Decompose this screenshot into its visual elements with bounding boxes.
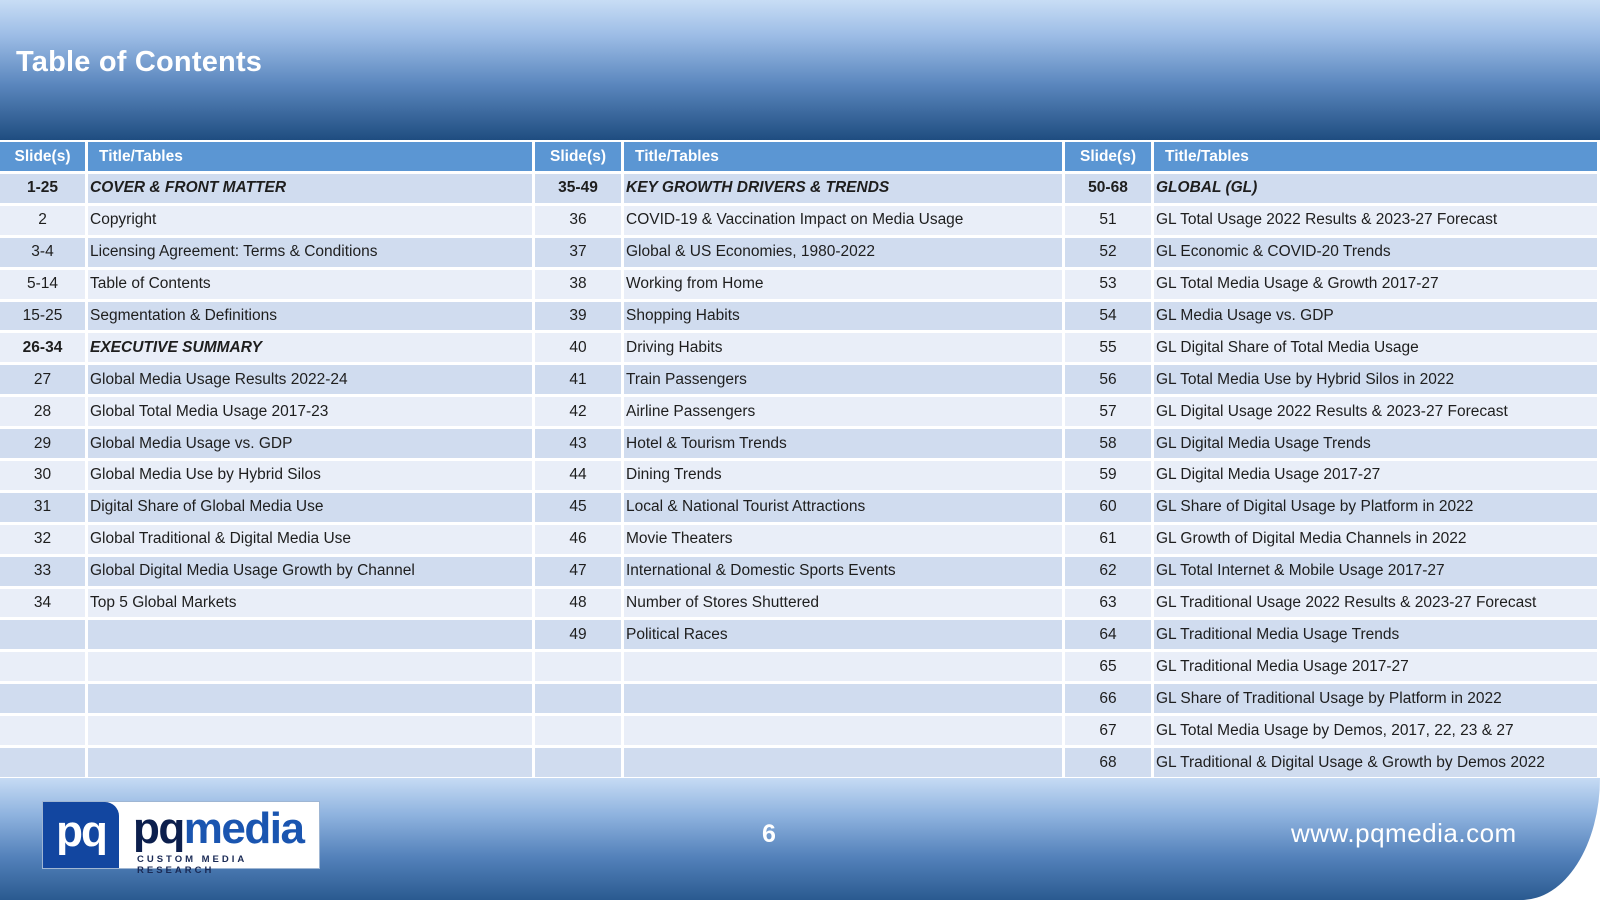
table-row bbox=[1065, 206, 1600, 238]
slide-title-cell: Global & US Economies, 1980-2022 bbox=[624, 238, 1065, 270]
logo-tagline: CUSTOM MEDIA RESEARCH bbox=[137, 854, 247, 876]
table-row bbox=[0, 716, 535, 748]
slide-number-cell: 49 bbox=[535, 620, 624, 652]
table-row bbox=[1065, 525, 1600, 557]
slide-title-cell: Local & National Tourist Attractions bbox=[624, 493, 1065, 525]
slide-title-cell: COVID-19 & Vaccination Impact on Media Usage bbox=[624, 206, 1065, 238]
slide-title-cell bbox=[624, 748, 1065, 780]
slide-number-cell: 34 bbox=[0, 589, 88, 621]
slide-number-cell: 31 bbox=[0, 493, 88, 525]
table-row bbox=[1065, 461, 1600, 493]
table-row bbox=[1065, 716, 1600, 748]
table-row bbox=[535, 525, 1065, 557]
column-header-title: Title/Tables bbox=[88, 142, 535, 174]
page-number: 6 bbox=[762, 820, 776, 848]
slide-title-cell: Global Media Use by Hybrid Silos bbox=[88, 461, 535, 493]
column-header-slides: Slide(s) bbox=[0, 142, 88, 174]
table-row bbox=[1065, 620, 1600, 652]
slide-title-cell bbox=[88, 652, 535, 684]
slide-number-cell: 47 bbox=[535, 557, 624, 589]
slide-title-cell: Global Media Usage Results 2022-24 bbox=[88, 365, 535, 397]
slide-title-cell: Table of Contents bbox=[88, 270, 535, 302]
slide-number-cell: 27 bbox=[0, 365, 88, 397]
column-header-title: Title/Tables bbox=[624, 142, 1065, 174]
slide-number-cell: 45 bbox=[535, 493, 624, 525]
table-row bbox=[535, 302, 1065, 334]
slide-number-cell: 1-25 bbox=[0, 174, 88, 206]
logo-word-pq: pq bbox=[133, 804, 184, 853]
table-row bbox=[0, 684, 535, 716]
slide-number-cell bbox=[535, 716, 624, 748]
slide-number-cell: 65 bbox=[1065, 652, 1154, 684]
slide-number-cell bbox=[535, 748, 624, 780]
table-row bbox=[535, 716, 1065, 748]
slide-title-cell: Driving Habits bbox=[624, 333, 1065, 365]
table-row bbox=[535, 748, 1065, 780]
slide-number-cell bbox=[0, 652, 88, 684]
table-row bbox=[1065, 557, 1600, 589]
slide-number-cell bbox=[535, 652, 624, 684]
slide-number-cell: 52 bbox=[1065, 238, 1154, 270]
slide-title-cell: Working from Home bbox=[624, 270, 1065, 302]
toc-table-2 bbox=[535, 142, 1065, 780]
slide-title-cell: Movie Theaters bbox=[624, 525, 1065, 557]
slide-number-cell: 5-14 bbox=[0, 270, 88, 302]
slide-number-cell: 2 bbox=[0, 206, 88, 238]
slide-title-cell: Global Total Media Usage 2017-23 bbox=[88, 397, 535, 429]
table-row bbox=[535, 238, 1065, 270]
slide-number-cell: 33 bbox=[0, 557, 88, 589]
slide-number-cell: 56 bbox=[1065, 365, 1154, 397]
slide-title-cell bbox=[88, 620, 535, 652]
slide-number-cell: 46 bbox=[535, 525, 624, 557]
slide-title-cell: Copyright bbox=[88, 206, 535, 238]
slide-number-cell: 68 bbox=[1065, 748, 1154, 780]
slide-number-cell: 42 bbox=[535, 397, 624, 429]
logo-mark: pq bbox=[43, 802, 119, 868]
slide-title-cell: GL Digital Media Usage 2017-27 bbox=[1154, 461, 1600, 493]
table-row bbox=[0, 589, 535, 621]
table-row bbox=[535, 270, 1065, 302]
slide-title-cell: COVER & FRONT MATTER bbox=[88, 174, 535, 206]
table-row bbox=[0, 270, 535, 302]
slide-title-cell: Global Media Usage vs. GDP bbox=[88, 429, 535, 461]
table-row bbox=[535, 333, 1065, 365]
table-row bbox=[535, 206, 1065, 238]
slide-number-cell: 54 bbox=[1065, 302, 1154, 334]
slide-number-cell: 41 bbox=[535, 365, 624, 397]
slide-title-cell bbox=[624, 652, 1065, 684]
table-row bbox=[535, 461, 1065, 493]
slide-title-cell: Digital Share of Global Media Use bbox=[88, 493, 535, 525]
slide-number-cell: 32 bbox=[0, 525, 88, 557]
slide-title-cell: GL Share of Traditional Usage by Platform in 2022 bbox=[1154, 684, 1600, 716]
slide-number-cell bbox=[0, 620, 88, 652]
table-row bbox=[1065, 365, 1600, 397]
slide-title-cell: GL Economic & COVID-20 Trends bbox=[1154, 238, 1600, 270]
table-row bbox=[0, 620, 535, 652]
slide-number-cell: 28 bbox=[0, 397, 88, 429]
slide-number-cell: 40 bbox=[535, 333, 624, 365]
table-row bbox=[0, 397, 535, 429]
slide-title-cell: GL Traditional Media Usage Trends bbox=[1154, 620, 1600, 652]
table-row bbox=[535, 557, 1065, 589]
table-row bbox=[0, 461, 535, 493]
logo-wordmark bbox=[133, 804, 303, 854]
slide-title-cell: GL Total Media Usage & Growth 2017-27 bbox=[1154, 270, 1600, 302]
section-row bbox=[535, 174, 1065, 206]
slide-number-cell: 48 bbox=[535, 589, 624, 621]
slide-title-cell: GL Traditional & Digital Usage & Growth by Demos 2022 bbox=[1154, 748, 1600, 780]
slide-title-cell: Airline Passengers bbox=[624, 397, 1065, 429]
slide-title-cell: Segmentation & Definitions bbox=[88, 302, 535, 334]
slide-number-cell: 61 bbox=[1065, 525, 1154, 557]
website-link[interactable]: www.pqmedia.com bbox=[1291, 818, 1517, 848]
slide-title-cell: GL Traditional Usage 2022 Results & 2023-27 Forecast bbox=[1154, 589, 1600, 621]
section-row bbox=[0, 174, 535, 206]
slide-title-cell: Shopping Habits bbox=[624, 302, 1065, 334]
slide-title-cell: Top 5 Global Markets bbox=[88, 589, 535, 621]
table-row bbox=[535, 429, 1065, 461]
table-row bbox=[0, 365, 535, 397]
table-row bbox=[1065, 589, 1600, 621]
table-row bbox=[535, 684, 1065, 716]
table-row bbox=[0, 206, 535, 238]
slide-number-cell: 63 bbox=[1065, 589, 1154, 621]
slide-number-cell: 55 bbox=[1065, 333, 1154, 365]
slide-number-cell: 38 bbox=[535, 270, 624, 302]
table-row bbox=[1065, 684, 1600, 716]
slide-title-cell: Licensing Agreement: Terms & Conditions bbox=[88, 238, 535, 270]
table-row bbox=[535, 493, 1065, 525]
slide-number-cell: 43 bbox=[535, 429, 624, 461]
table-row bbox=[1065, 238, 1600, 270]
slide-title-cell: GL Digital Usage 2022 Results & 2023-27 Forecast bbox=[1154, 397, 1600, 429]
slide-title-cell bbox=[88, 748, 535, 780]
table-row bbox=[1065, 652, 1600, 684]
slide-number-cell: 57 bbox=[1065, 397, 1154, 429]
table-row bbox=[1065, 270, 1600, 302]
table-row bbox=[1065, 493, 1600, 525]
slide-title-cell bbox=[624, 716, 1065, 748]
slide-title-cell: EXECUTIVE SUMMARY bbox=[88, 333, 535, 365]
toc-table-3 bbox=[1065, 142, 1600, 780]
slide-number-cell bbox=[0, 748, 88, 780]
table-row bbox=[535, 589, 1065, 621]
slide-title-cell: International & Domestic Sports Events bbox=[624, 557, 1065, 589]
column-header-title: Title/Tables bbox=[1154, 142, 1600, 174]
table-row bbox=[0, 652, 535, 684]
slide-number-cell bbox=[535, 684, 624, 716]
table-row bbox=[0, 557, 535, 589]
slide-number-cell: 44 bbox=[535, 461, 624, 493]
slide-number-cell: 59 bbox=[1065, 461, 1154, 493]
page-title: Table of Contents bbox=[16, 46, 263, 78]
slide-number-cell bbox=[0, 716, 88, 748]
slide-number-cell: 26-34 bbox=[0, 333, 88, 365]
slide-number-cell: 67 bbox=[1065, 716, 1154, 748]
slide-number-cell: 62 bbox=[1065, 557, 1154, 589]
toc-rows bbox=[0, 174, 535, 780]
slide-title-cell bbox=[88, 716, 535, 748]
table-row bbox=[535, 397, 1065, 429]
table-row bbox=[535, 620, 1065, 652]
table-row bbox=[1065, 748, 1600, 780]
column-header-slides: Slide(s) bbox=[1065, 142, 1154, 174]
slide-number-cell: 53 bbox=[1065, 270, 1154, 302]
slide-title-cell: Number of Stores Shuttered bbox=[624, 589, 1065, 621]
slide-title-cell: GL Total Internet & Mobile Usage 2017-27 bbox=[1154, 557, 1600, 589]
slide-title-cell: Train Passengers bbox=[624, 365, 1065, 397]
toc-table-1 bbox=[0, 142, 535, 780]
slide-title-cell: Global Traditional & Digital Media Use bbox=[88, 525, 535, 557]
slide-number-cell: 66 bbox=[1065, 684, 1154, 716]
slide-title-cell: GL Media Usage vs. GDP bbox=[1154, 302, 1600, 334]
slide-number-cell: 3-4 bbox=[0, 238, 88, 270]
slide-number-cell: 29 bbox=[0, 429, 88, 461]
slide-title-cell: GL Share of Digital Usage by Platform in 2022 bbox=[1154, 493, 1600, 525]
table-row bbox=[0, 748, 535, 780]
logo-word-media: media bbox=[183, 804, 304, 853]
slide-title-cell: GL Growth of Digital Media Channels in 2022 bbox=[1154, 525, 1600, 557]
slide-title-cell: GL Total Media Usage by Demos, 2017, 22, 23 & 27 bbox=[1154, 716, 1600, 748]
slide-number-cell: 30 bbox=[0, 461, 88, 493]
table-row bbox=[0, 493, 535, 525]
slide-title-cell: Hotel & Tourism Trends bbox=[624, 429, 1065, 461]
slide-number-cell: 35-49 bbox=[535, 174, 624, 206]
section-row bbox=[0, 333, 535, 365]
slide-number-cell: 36 bbox=[535, 206, 624, 238]
table-row bbox=[1065, 429, 1600, 461]
slide-number-cell: 51 bbox=[1065, 206, 1154, 238]
slide-title-cell: GL Digital Share of Total Media Usage bbox=[1154, 333, 1600, 365]
slide-number-cell bbox=[0, 684, 88, 716]
slide-number-cell: 39 bbox=[535, 302, 624, 334]
slide-number-cell: 64 bbox=[1065, 620, 1154, 652]
slide-number-cell: 58 bbox=[1065, 429, 1154, 461]
toc-rows bbox=[535, 174, 1065, 780]
table-row bbox=[1065, 397, 1600, 429]
slide-title-cell: GL Total Usage 2022 Results & 2023-27 Forecast bbox=[1154, 206, 1600, 238]
slide-title-cell: Global Digital Media Usage Growth by Channel bbox=[88, 557, 535, 589]
pq-media-logo bbox=[43, 802, 319, 876]
slide-title-cell: Dining Trends bbox=[624, 461, 1065, 493]
slide-title-cell bbox=[88, 684, 535, 716]
slide-title-cell: GLOBAL (GL) bbox=[1154, 174, 1600, 206]
slide-title-cell: GL Traditional Media Usage 2017-27 bbox=[1154, 652, 1600, 684]
column-header-slides: Slide(s) bbox=[535, 142, 624, 174]
slide-title-cell: KEY GROWTH DRIVERS & TRENDS bbox=[624, 174, 1065, 206]
toc-rows bbox=[1065, 174, 1600, 780]
table-row bbox=[1065, 333, 1600, 365]
table-row bbox=[0, 302, 535, 334]
section-row bbox=[1065, 174, 1600, 206]
table-row bbox=[0, 429, 535, 461]
slide-title-cell: Political Races bbox=[624, 620, 1065, 652]
slide-number-cell: 50-68 bbox=[1065, 174, 1154, 206]
slide-title-cell: GL Digital Media Usage Trends bbox=[1154, 429, 1600, 461]
slide-number-cell: 60 bbox=[1065, 493, 1154, 525]
table-row bbox=[0, 238, 535, 270]
table-row bbox=[0, 525, 535, 557]
table-row bbox=[1065, 302, 1600, 334]
slide-title-cell bbox=[624, 684, 1065, 716]
table-row bbox=[535, 652, 1065, 684]
slide-number-cell: 37 bbox=[535, 238, 624, 270]
slide-number-cell: 15-25 bbox=[0, 302, 88, 334]
table-row bbox=[535, 365, 1065, 397]
slide-header bbox=[0, 0, 1600, 140]
slide-title-cell: GL Total Media Use by Hybrid Silos in 2022 bbox=[1154, 365, 1600, 397]
